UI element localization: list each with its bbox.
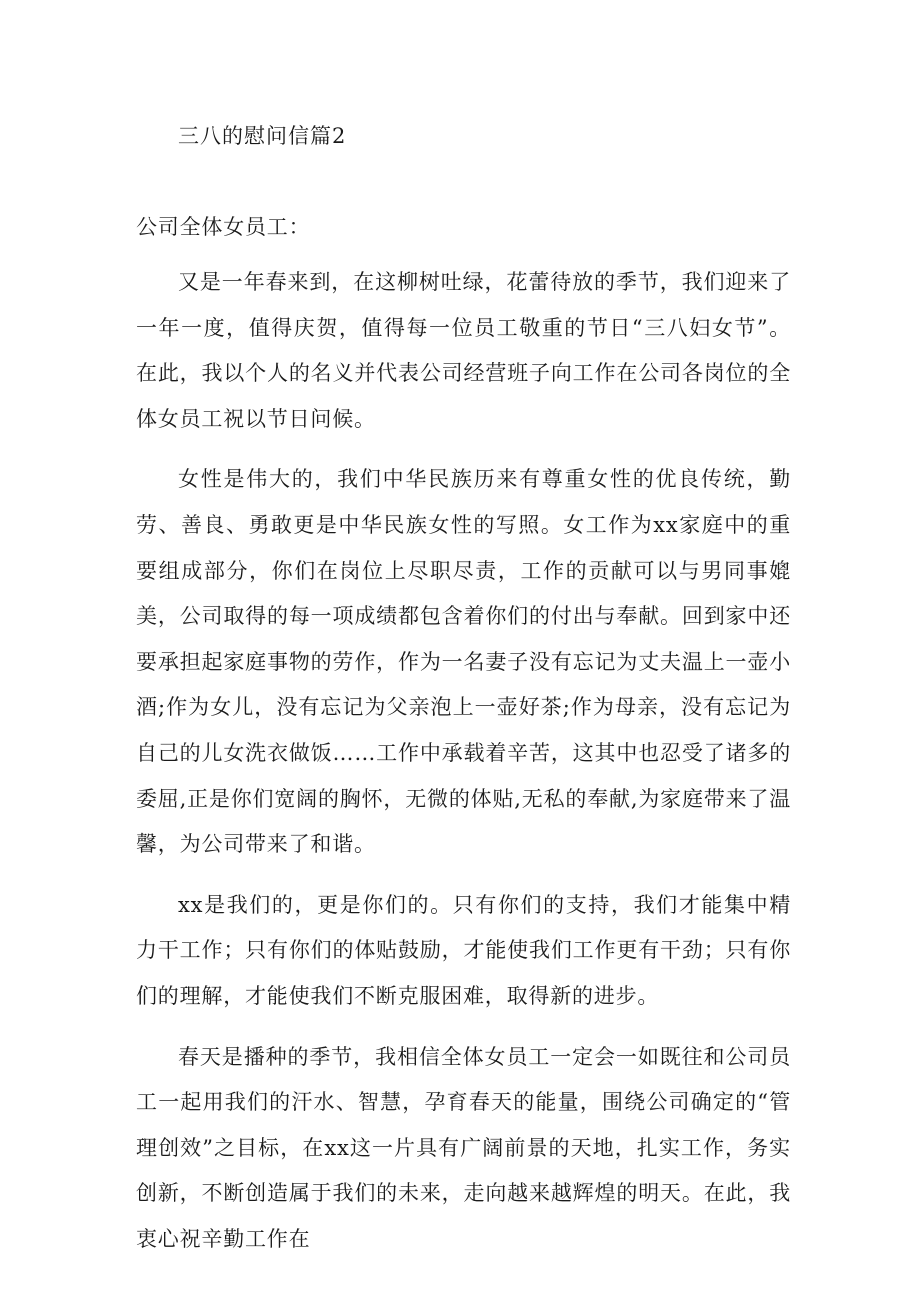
paragraph-4: 春天是播种的季节，我相信全体女员工一定会一如既往和公司员工一起用我们的汗水、智慧，孕育春天的能量，围绕公司确定的“管理创效”之目标，在xx这一片具有广阔前景的天地，扎实工作，务实创新，不断创造属于我们的未来，走向越来越辉煌的明天。在此，我衷心祝辛勤工作在 [136,1044,791,1251]
document-title: 三八的慰问信篇2 [178,124,347,148]
paragraph-2: 女性是伟大的，我们中华民族历来有尊重女性的优良传统，勤劳、善良、勇敢更是中华民族女性的写照。女工作为xx家庭中的重要组成部分，你们在岗位上尽职尽责，工作的贡献可以与男同事媲美，公司取得的每一项成绩都包含着你们的付出与奉献。回到家中还要承担起家庭事物的劳作，作为一名妻子没有忘记为丈夫温上一壶小酒;作为女儿，没有忘记为父亲泡上一壶好茶;作为母亲，没有忘记为自己的儿女洗衣做饭……工作中承载着辛苦，这其中也忍受了诸多的委屈,正是你们宽阔的胸怀，无微的体贴,无私的奉献,为家庭带来了温馨，为公司带来了和谐。 [136,467,791,857]
paragraph-3: xx是我们的，更是你们的。只有你们的支持，我们才能集中精力干工作；只有你们的体贴鼓励，才能使我们工作更有干劲；只有你们的理解，才能使我们不断克服困难，取得新的进步。 [136,892,791,1008]
salutation: 公司全体女员工： [136,215,311,239]
paragraph-1: 又是一年春来到，在这柳树吐绿，花蕾待放的季节，我们迎来了一年一度，值得庆贺，值得每一位员工敬重的节日“三八妇女节”。在此，我以个人的名义并代表公司经营班子向工作在公司各岗位的全体女员工祝以节日问候。 [136,270,791,431]
letter-body [136,205,791,1277]
